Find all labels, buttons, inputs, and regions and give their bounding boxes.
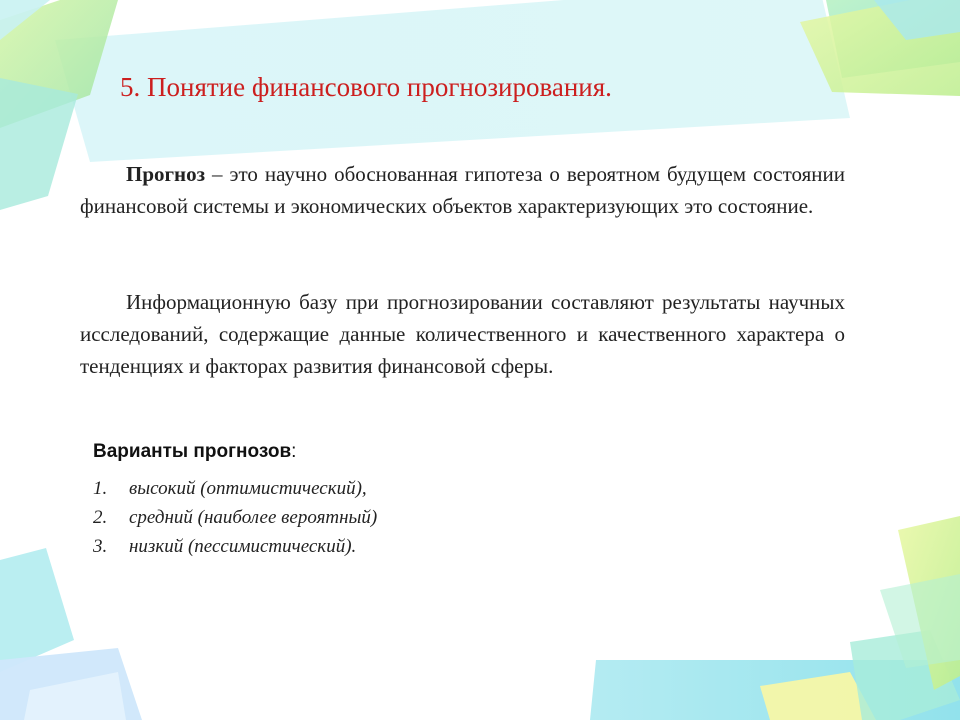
forecast-term: Прогноз: [126, 162, 206, 186]
forecast-definition-paragraph: [80, 158, 845, 222]
decor-shape-top-left-mint: [0, 78, 78, 210]
decor-shape-bottom-left-aqua: [0, 548, 74, 672]
information-base-paragraph: Информационную базу при прогнозировании составляют результаты научных исследований, содержащие данные количественного и качественного характера о тенденциях и факторах развития финансовой сферы.: [80, 290, 845, 378]
list-item-number: 3.: [93, 536, 108, 557]
list-item: [93, 532, 377, 561]
list-item-text: низкий (пессимистический).: [129, 536, 357, 557]
variants-heading-line: [93, 441, 296, 463]
variants-heading: Варианты прогнозов: [93, 441, 292, 462]
variants-heading-colon: :: [291, 441, 297, 462]
forecast-definition-text: – это научно обоснованная гипотеза о вероятном будущем состоянии финансовой системы и экономических объектов характеризующих это состояние.: [80, 162, 845, 218]
list-item-number: 1.: [93, 478, 108, 499]
list-item-number: 2.: [93, 507, 108, 528]
list-item-text: высокий (оптимистический),: [129, 478, 367, 499]
slide-title: 5. Понятие финансового прогнозирования.: [120, 72, 612, 102]
variants-list: [93, 474, 377, 561]
list-item: [93, 503, 377, 532]
list-item-text: средний (наиболее вероятный): [129, 507, 378, 528]
list-item: [93, 474, 377, 503]
